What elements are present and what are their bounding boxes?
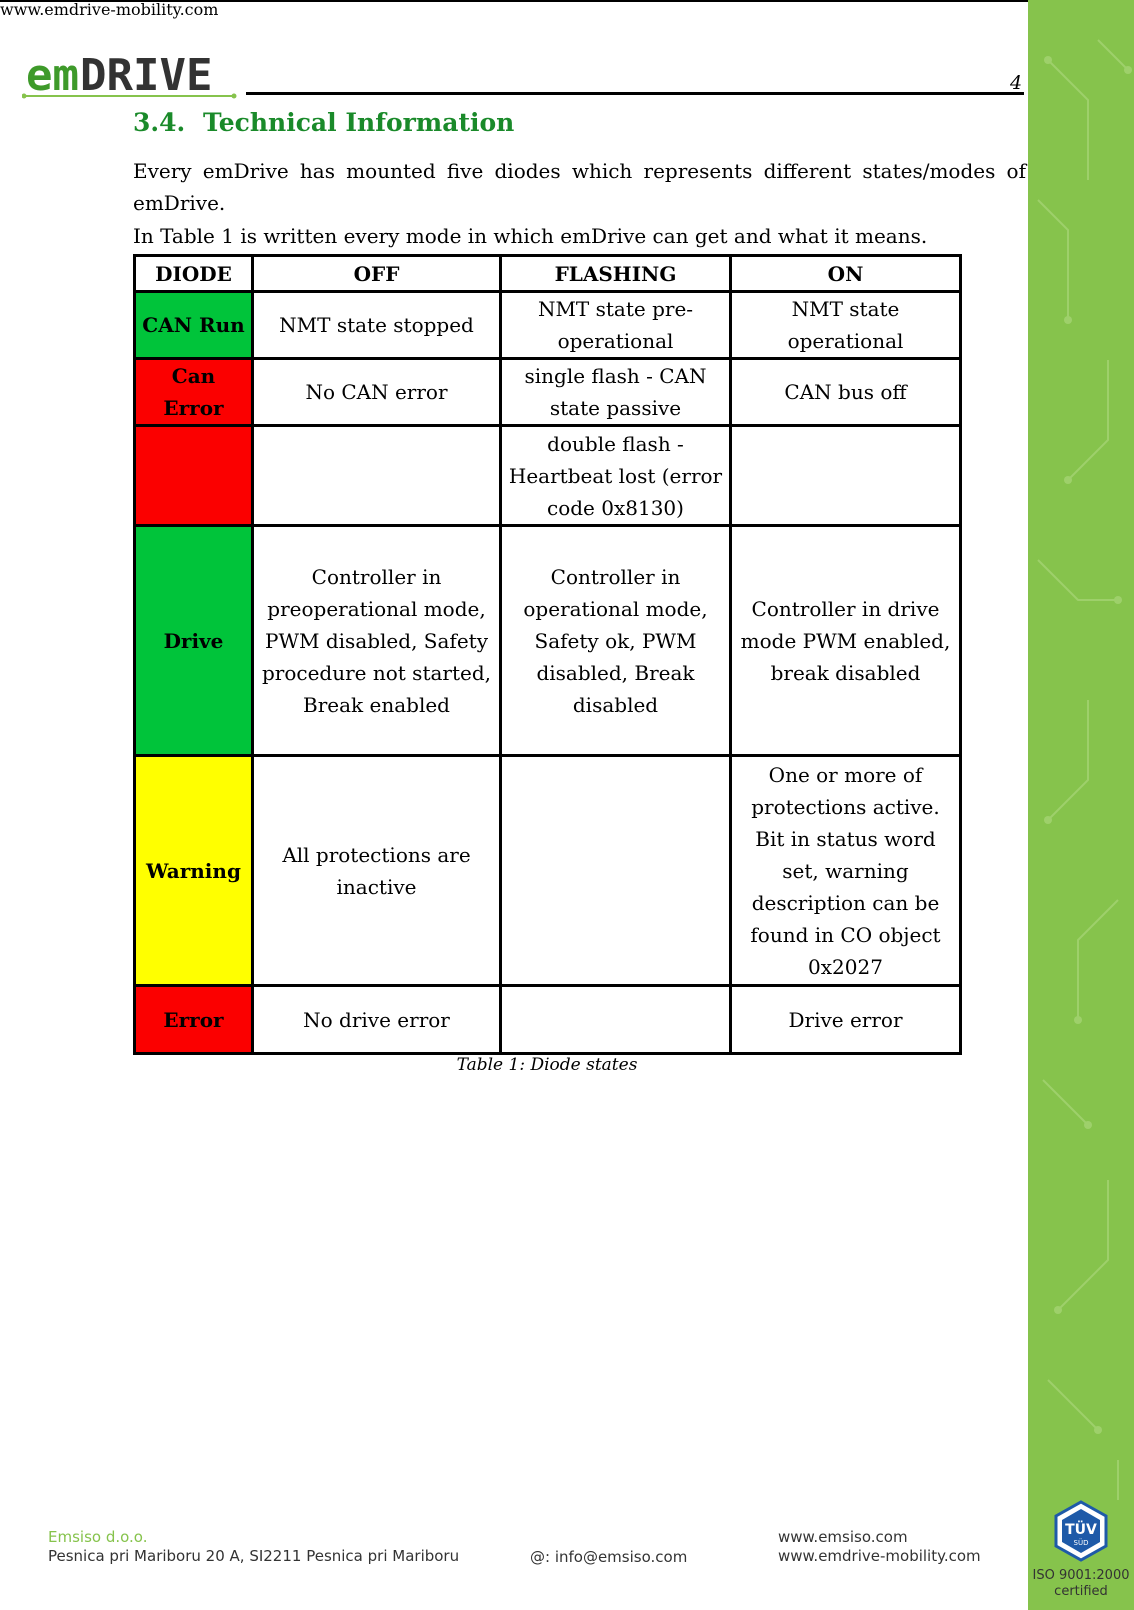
- cell-off: Controller in preoperational mode, PWM disabled, Safety procedure not started, Break enabled: [253, 526, 501, 756]
- sidebar-url: www.emdrive-mobility.com: [0, 0, 219, 19]
- table-row: [135, 986, 961, 1054]
- tuv-sub-label: SÜD: [1073, 1539, 1089, 1547]
- cell-on: Controller in drive mode PWM enabled, break disabled: [731, 526, 961, 756]
- footer-web-emsiso[interactable]: www.emsiso.com: [778, 1528, 908, 1546]
- emdrive-logo: [22, 50, 242, 104]
- header-rule: [246, 92, 1024, 95]
- diode-can-error: Can Error: [135, 359, 253, 426]
- svg-text:DRIVE: DRIVE: [80, 50, 213, 100]
- diode-can-error-cont: [135, 426, 253, 526]
- section-title: Technical Information: [203, 108, 515, 137]
- table-row: [135, 292, 961, 359]
- cell-flashing: [501, 756, 731, 986]
- iso-certified: certified: [1054, 1584, 1108, 1599]
- cell-on: CAN bus off: [731, 359, 961, 426]
- tuv-badge-icon: [1050, 1500, 1112, 1566]
- cell-off: NMT state stopped: [253, 292, 501, 359]
- cell-flashing: single flash - CAN state passive: [501, 359, 731, 426]
- footer-web-emdrive[interactable]: www.emdrive-mobility.com: [778, 1547, 981, 1565]
- intro-paragraph: Every emDrive has mounted five diodes which represents different states/modes of emDrive.: [133, 159, 1026, 215]
- footer-company-block: [48, 1528, 459, 1566]
- diode-warning: Warning: [135, 756, 253, 986]
- cell-off: No drive error: [253, 986, 501, 1054]
- footer-address: Pesnica pri Mariboru 20 A, SI2211 Pesnica pri Mariboru: [48, 1547, 460, 1565]
- section-number: 3.4.: [133, 108, 186, 137]
- table-row: [135, 359, 961, 426]
- table-row: [135, 756, 961, 986]
- header-off: OFF: [253, 256, 501, 292]
- green-sidebar: [1028, 0, 1134, 1610]
- header-diode: DIODE: [135, 256, 253, 292]
- table-caption: Table 1: Diode states: [456, 1055, 638, 1075]
- cell-on: NMT state operational: [731, 292, 961, 359]
- header-flashing: FLASHING: [501, 256, 731, 292]
- table-header-row: [135, 256, 961, 292]
- footer-web-block: [778, 1528, 981, 1566]
- circuit-pattern-icon: [1028, 0, 1134, 1610]
- table-row: [135, 526, 961, 756]
- svg-text:em: em: [26, 50, 79, 100]
- section-heading: [133, 108, 514, 137]
- header-on: ON: [731, 256, 961, 292]
- cell-on: [731, 426, 961, 526]
- cell-on: Drive error: [731, 986, 961, 1054]
- footer-company: Emsiso d.o.o.: [48, 1528, 148, 1546]
- cell-off: No CAN error: [253, 359, 501, 426]
- cell-off: [253, 426, 501, 526]
- footer-email[interactable]: @: info@emsiso.com: [530, 1548, 688, 1566]
- table-row: [135, 426, 961, 526]
- cell-on: One or more of protections active. Bit in status word set, warning description can be found in CO object 0x2027: [731, 756, 961, 986]
- tuv-label: TÜV: [1065, 1522, 1097, 1538]
- iso-label: ISO 9001:2000: [1032, 1568, 1130, 1583]
- diode-drive: Drive: [135, 526, 253, 756]
- diode-can-run: CAN Run: [135, 292, 253, 359]
- iso-certification: [1028, 1568, 1134, 1600]
- diode-error: Error: [135, 986, 253, 1054]
- cell-flashing: NMT state pre-operational: [501, 292, 731, 359]
- cell-off: All protections are inactive: [253, 756, 501, 986]
- diode-states-table: [133, 254, 962, 1055]
- cell-flashing: [501, 986, 731, 1054]
- cell-flashing: Controller in operational mode, Safety ok, PWM disabled, Break disabled: [501, 526, 731, 756]
- cell-flashing: double flash - Heartbeat lost (error code 0x8130): [501, 426, 731, 526]
- table-intro-paragraph: In Table 1 is written every mode in which emDrive can get and what it means.: [133, 224, 928, 248]
- page-number: 4: [1010, 72, 1023, 94]
